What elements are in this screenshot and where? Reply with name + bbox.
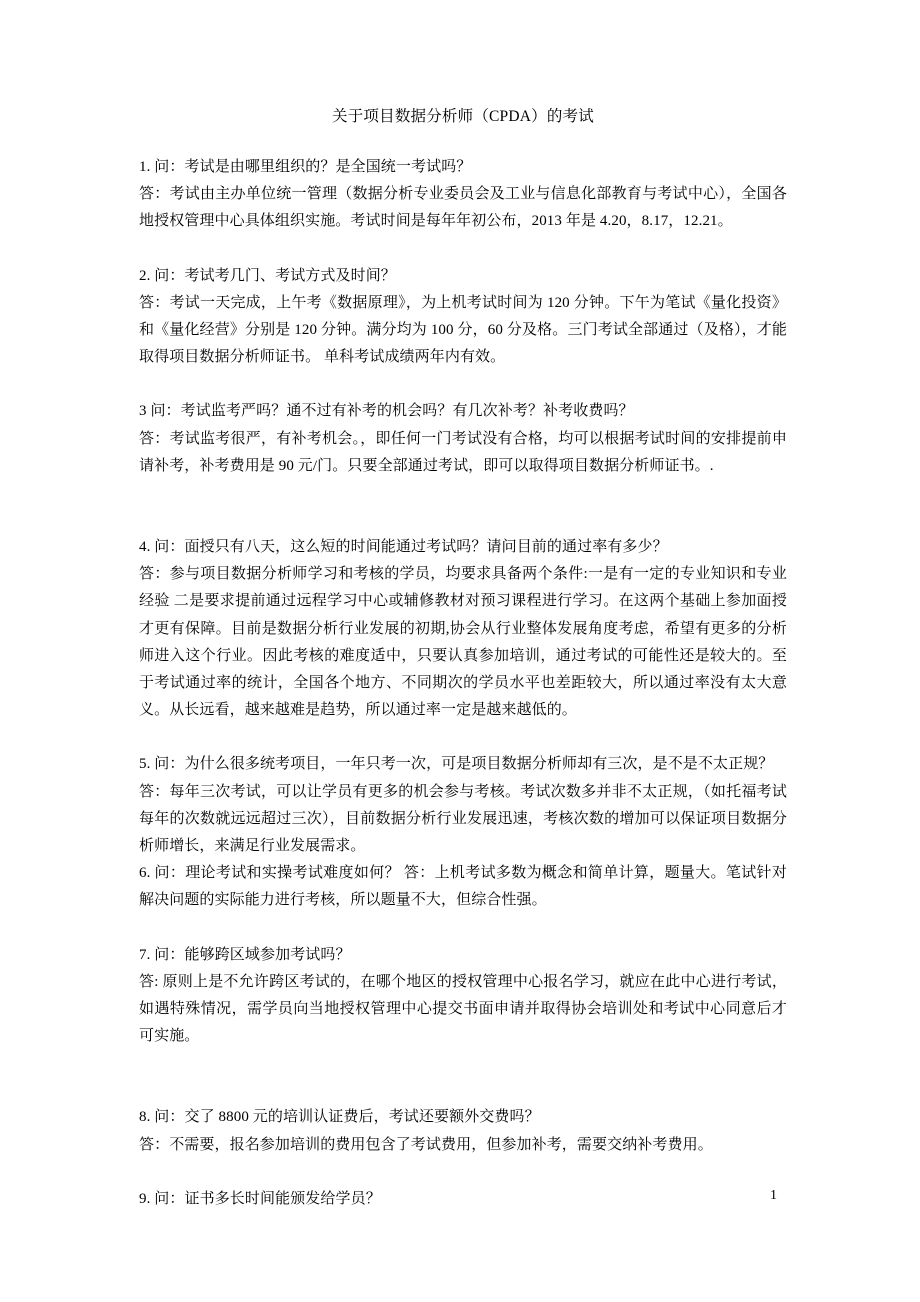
question-6: 6. 问：理论考试和实操考试难度如何？ 答：上机考试多数为概念和简单计算，题量大。笔试针对解决问题的实际能力进行考核，所以题量不大，但综合性强。 <box>139 865 787 909</box>
question-8: 8. 问：交了 8800 元的培训认证费后，考试还要额外交费吗？ <box>139 1109 540 1126</box>
qa-block-2 <box>139 263 787 372</box>
answer-5: 答：每年三次考试，可以让学员有更多的机会参与考核。考试次数多并非不太正规，（如托福考试每年的次数就远远超过三次），目前数据分析行业发展迅速，考核次数的增加可以保证项目数据分析师增长，来满足行业发展需求。 <box>139 783 787 855</box>
answer-1: 答：考试由主办单位统一管理（数据分析专业委员会及工业与信息化部教育与考试中心），全国各地授权管理中心具体组织实施。考试时间是每年年初公布，2013 年是 4.20，8.17，12.21。 <box>139 186 787 230</box>
qa-block-3 <box>139 398 787 480</box>
document-body <box>139 104 787 1213</box>
question-7: 7. 问：能够跨区域参加考试吗？ <box>139 946 351 963</box>
answer-7: 答: 原则上是不允许跨区考试的，在哪个地区的授权管理中心报名学习，就应在此中心进行考试，如遇特殊情况，需学员向当地授权管理中心提交书面申请并取得协会培训处和考试中心同意后才可实施。 <box>139 973 787 1045</box>
spacer <box>139 130 787 154</box>
page-number: 1 <box>770 1188 777 1203</box>
page-title: 关于项目数据分析师（CPDA）的考试 <box>332 108 594 125</box>
spacer <box>139 480 787 534</box>
qa-block-1 <box>139 154 787 236</box>
qa-block-6 <box>139 860 787 914</box>
spacer <box>139 236 787 263</box>
question-5: 5. 问：为什么很多统考项目，一年只考一次，可是项目数据分析师却有三次，是不是不太正规？ <box>139 756 774 773</box>
answer-2: 答：考试一天完成，上午考《数据原理》，为上机考试时间为 120 分钟。下午为笔试《量化投资》和《量化经营》分别是 120 分钟。满分均为 100 分，60 分及格。三门考试全部通过（及格），才能取得项目数据分析师证书。 单科考试成绩两年内有效。 <box>139 294 787 366</box>
question-4: 4. 问：面授只有八天，这么短的时间能通过考试吗？请问目前的通过率有多少？ <box>139 539 668 556</box>
answer-4: 答：参与项目数据分析师学习和考核的学员，均要求具备两个条件:一是有一定的专业知识和专业经验 二是要求提前通过远程学习中心或辅修教材对预习课程进行学习。在这两个基础上参加面授才更有保障。目前是数据分析行业发展的初期,协会从行业整体发展角度考虑，希望有更多的分析师进入这个行业。因此考核的难度适中，只要认真参加培训，通过考试的可能性还是较大的。至于考试通过率的统计，全国各个地方、不同期次的学员水平也差距较大，所以通过率没有太大意义。从长远看，越来越难是趋势，所以通过率一定是越来越低的。 <box>139 566 787 719</box>
question-3: 3 问：考试监考严吗？通不过有补考的机会吗？有几次补考？补考收费吗？ <box>139 403 634 420</box>
answer-3: 答：考试监考很严，有补考机会。，即任何一门考试没有合格，均可以根据考试时间的安排提前申请补考，补考费用是 90 元/门。只要全部通过考试，即可以取得项目数据分析师证书。. <box>139 430 787 474</box>
spacer <box>139 724 787 751</box>
spacer <box>139 1159 787 1186</box>
question-2: 2. 问：考试考几门、考试方式及时间？ <box>139 267 396 284</box>
spacer <box>139 371 787 398</box>
qa-block-8 <box>139 1104 787 1158</box>
spacer <box>139 915 787 942</box>
qa-block-5 <box>139 751 787 860</box>
question-1: 1. 问：考试是由哪里组织的？是全国统一考试吗？ <box>139 159 472 175</box>
qa-block-4 <box>139 534 787 724</box>
qa-block-9 <box>139 1186 787 1213</box>
spacer <box>139 1050 787 1104</box>
answer-8: 答：不需要，报名参加培训的费用包含了考试费用，但参加补考，需要交纳补考费用。 <box>139 1136 713 1153</box>
question-9: 9. 问：证书多长时间能颁发给学员？ <box>139 1190 381 1207</box>
qa-block-7 <box>139 942 787 1051</box>
